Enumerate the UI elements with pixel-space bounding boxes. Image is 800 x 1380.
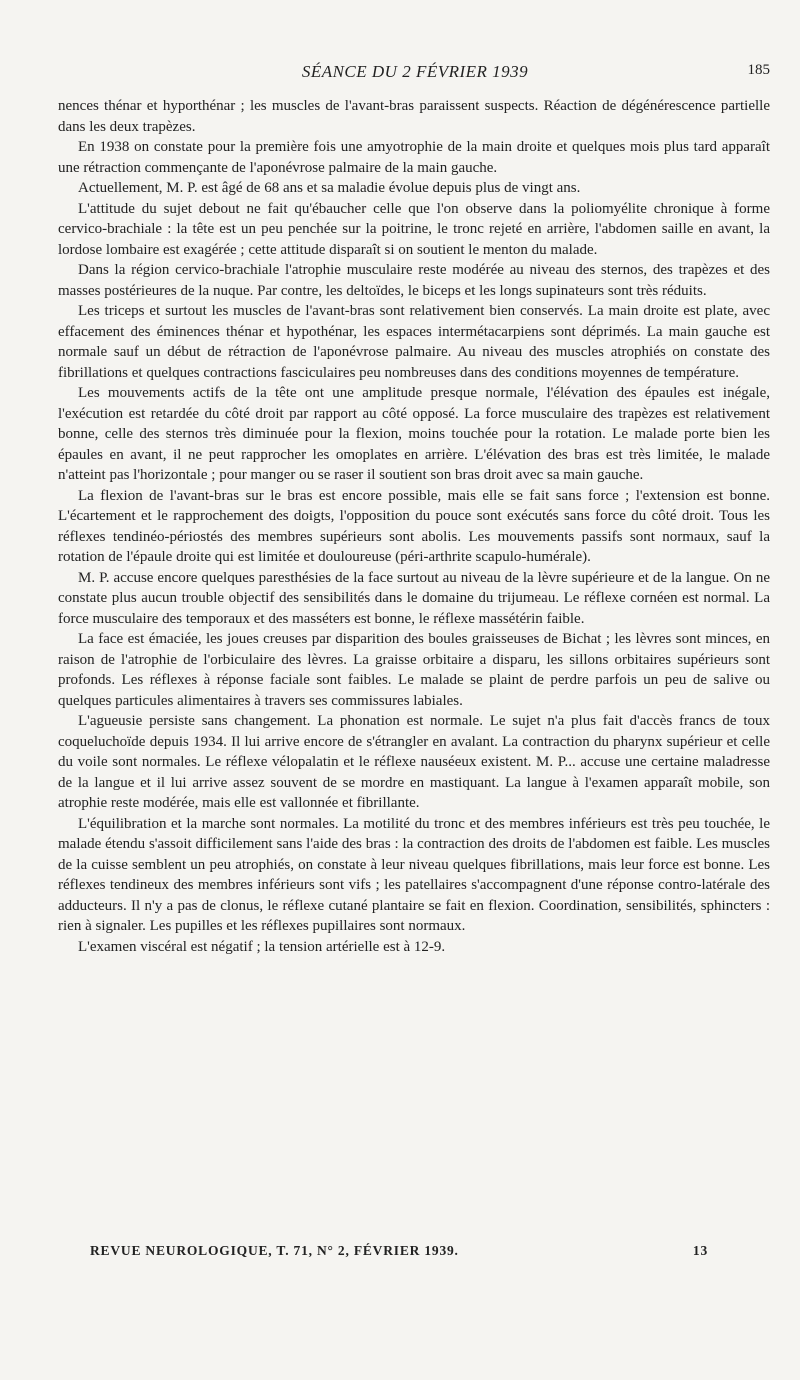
paragraph: L'équilibration et la marche sont normales. La motilité du tronc et des membres inférieurs est très peu touchée, le malade étendu s'assoit difficilement sans l'aide des bras : la contraction des droits de l'abdomen est faible. Les muscles de la cuisse semblent un peu atrophiés, on constate à leur niveau quelques fibrillations, mais leur force est bonne. Les réflexes tendineux des membres inférieurs sont vifs ; les patellaires s'accompagnent d'une réponse contro-latérale des adducteurs. Il n'y a pas de clonus, le réflexe cutané plantaire se fait en flexion. Coordination, sensibilités, sphincters : rien à signaler. Les pupilles et les réflexes pupillaires sont normaux.: [58, 815, 770, 934]
body-text: [58, 96, 770, 957]
paragraph: La flexion de l'avant-bras sur le bras est encore possible, mais elle se fait sans force ; l'extension est bonne. L'écartement et le rapprochement des doigts, l'opposition du pouce sont exécutés sans force du côté droit. Tous les réflexes tendinéo-périostés des membres supérieurs sont abolis. Les mouvements passifs sont normaux, sauf la rotation de l'épaule droite qui est limitée et douloureuse (péri-arthrite scapulo-humérale).: [58, 487, 770, 565]
page-number: 185: [747, 62, 770, 78]
paragraph: L'examen viscéral est négatif ; la tension artérielle est à 12-9.: [78, 938, 446, 955]
paragraph: Actuellement, M. P. est âgé de 68 ans et sa maladie évolue depuis plus de vingt ans.: [78, 180, 581, 196]
signature-mark: 13: [692, 1243, 708, 1258]
paragraph: La face est émaciée, les joues creuses par disparition des boules graisseuses de Bichat ; les lèvres sont minces, en raison de l'atrophie de l'orbiculaire des lèvres. La graisse orbitaire a disparu, les sillons orbitaires supérieurs sont profonds. Les réflexes à réponse faciale sont faibles. Le malade se plaint de perdre parfois un peu de salive ou quelques particules alimentaires à travers ses commissures labiales.: [58, 631, 770, 709]
paragraph: En 1938 on constate pour la première fois une amyotrophie de la main droite et quelques mois plus tard apparaît une rétraction commençante de l'aponévrose palmaire de la main gauche.: [58, 139, 770, 176]
running-head: [60, 62, 770, 84]
paragraph: L'agueusie persiste sans changement. La phonation est normale. Le sujet n'a plus fait d'accès francs de toux coqueluchoïde depuis 1934. Il lui arrive encore de s'étrangler en avalant. La contraction du pharynx supérieur et celle du voile sont normales. Le réflexe vélopalatin et le réflexe nauséeux existent. M. P... accuse une certaine maladresse de la langue et il lui arrive assez souvent de se mordre en mastiquant. La langue à l'examen apparaît mobile, son atrophie reste modérée, mais elle est vallonnée et fibrillante.: [58, 713, 770, 811]
paragraph: Les mouvements actifs de la tête ont une amplitude presque normale, l'élévation des épaules est inégale, l'exécution est retardée du côté droit par rapport au côté opposé. La force musculaire des trapèzes est relativement bonne, celle des sternos très diminuée pour la flexion, moins touchée pour la rotation. Le malade porte bien les épaules en avant, il ne peut rapprocher les omoplates en arrière. L'élévation des bras est très limitée, le malade n'atteint pas l'horizontale ; pour manger ou se raser il soutient son bras droit avec sa main gauche.: [58, 385, 770, 483]
paragraph: Dans la région cervico-brachiale l'atrophie musculaire reste modérée au niveau des sternos, des trapèzes et des masses postérieures de la nuque. Par contre, les deltoïdes, le biceps et les longs supinateurs sont très réduits.: [58, 262, 770, 299]
paragraph: Les triceps et surtout les muscles de l'avant-bras sont relativement bien conservés. La main droite est plate, avec effacement des éminences thénar et hypothénar, les espaces intermétacarpiens sont déprimés. La main gauche est normale sauf un début de rétraction de l'aponévrose palmaire. Au niveau des muscles atrophiés on constate des fibrillations et quelques contractions fasciculaires peu nombreuses dans des conditions moyennes de température.: [58, 303, 770, 381]
journal-reference: REVUE NEUROLOGIQUE, T. 71, N° 2, FÉVRIER 1939.: [90, 1243, 459, 1258]
footer: [90, 1243, 708, 1259]
running-title: SÉANCE DU 2 FÉVRIER 1939: [301, 62, 529, 81]
paragraph: L'attitude du sujet debout ne fait qu'ébaucher celle que l'on observe dans la poliomyélite chronique à forme cervico-brachiale : la tête est un peu penchée sur la poitrine, le tronc rejeté en arrière, l'abdomen saille en avant, la lordose lombaire est exagérée ; cette attitude disparaît si on soutient le menton du malade.: [58, 200, 770, 258]
paragraph: nences thénar et hyporthénar ; les muscles de l'avant-bras paraissent suspects. Réaction de dégénérescence partielle dans les deux trapèzes.: [58, 98, 770, 135]
paragraph: M. P. accuse encore quelques paresthésies de la face surtout au niveau de la lèvre supérieure et de la langue. On ne constate plus aucun trouble objectif des sensibilités dans le domaine du trijumeau. Le réflexe cornéen est normal. La force musculaire des temporaux et des masséters est bonne, le réflexe massétérin faible.: [58, 569, 770, 627]
